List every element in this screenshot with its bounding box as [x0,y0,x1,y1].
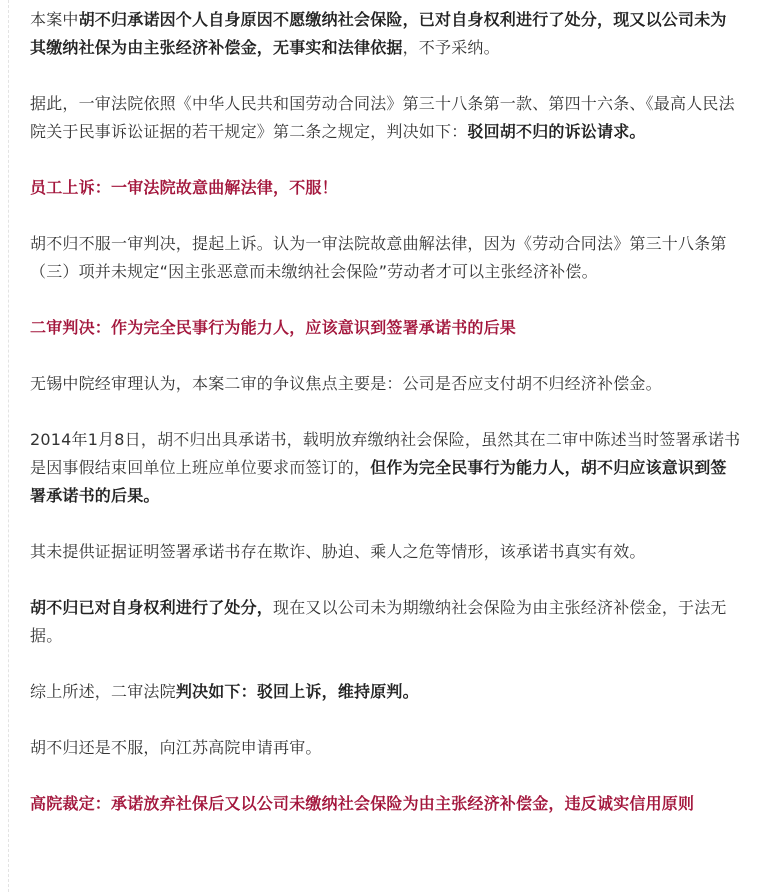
text-segment: ，不予采纳。 [402,38,500,57]
bold-text-segment: 但作为完全民事行为能力人，胡不归应该意识到签署承诺书的后果。 [30,458,727,505]
body-paragraph [30,594,742,650]
left-margin-guide [8,0,10,892]
text-segment: 其未提供证据证明签署承诺书存在欺诈、胁迫、乘人之危等情形，该承诺书真实有效。 [30,542,646,561]
body-paragraph [30,538,742,566]
body-paragraph [30,370,742,398]
bold-text-segment: 二审判决：作为完全民事行为能力人，应该意识到签署承诺书的后果 [30,318,517,337]
text-segment: 综上所述，二审法院 [30,682,176,701]
body-paragraph [30,230,742,286]
text-segment: 胡不归还是不服，向江苏高院申请再审。 [30,738,322,757]
section-heading [30,174,742,202]
body-paragraph [30,90,742,146]
bold-text-segment: 胡不归承诺因个人自身原因不愿缴纳社会保险，已对自身权利进行了处分，现又以公司未为其缴纳社保为由主张经济补偿金，无事实和法律依据 [30,10,727,57]
section-heading [30,790,742,818]
bold-text-segment: 员工上诉：一审法院故意曲解法律，不服！ [30,178,338,197]
bold-text-segment: 胡不归已对自身权利进行了处分， [30,598,274,617]
bold-text-segment: 驳回胡不归的诉讼请求。 [467,122,646,141]
bold-text-segment: 判决如下：驳回上诉，维持原判。 [175,682,419,701]
text-segment: 2014年1月8日，胡不归出具承诺书，载明放弃缴纳社会保险，虽然其在二审中陈述当时签署承诺书是因事假结束回单位上班应单位要求而签订的， [30,430,741,477]
text-segment: 现在又以公司未为期缴纳社会保险为由主张经济补偿金，于法无据。 [30,598,727,645]
text-segment: 本案中 [30,10,79,29]
text-segment: 无锡中院经审理认为，本案二审的争议焦点主要是：公司是否应支付胡不归经济补偿金。 [30,374,662,393]
body-paragraph [30,678,742,706]
bold-text-segment: 高院裁定：承诺放弃社保后又以公司未缴纳社会保险为由主张经济补偿金，违反诚实信用原则 [30,794,695,813]
body-paragraph [30,6,742,62]
text-segment: 据此，一审法院依照《中华人民共和国劳动合同法》第三十八条第一款、第四十六条、《最高人民法院关于民事诉讼证据的若干规定》第二条之规定，判决如下： [30,94,735,141]
text-segment: 胡不归不服一审判决，提起上诉。认为一审法院故意曲解法律，因为《劳动合同法》第三十八条第（三）项并未规定“因主张恶意而未缴纳社会保险”劳动者才可以主张经济补偿。 [30,234,727,281]
body-paragraph [30,426,742,510]
body-paragraph [30,734,742,762]
article-body [30,6,758,818]
section-heading [30,314,742,342]
